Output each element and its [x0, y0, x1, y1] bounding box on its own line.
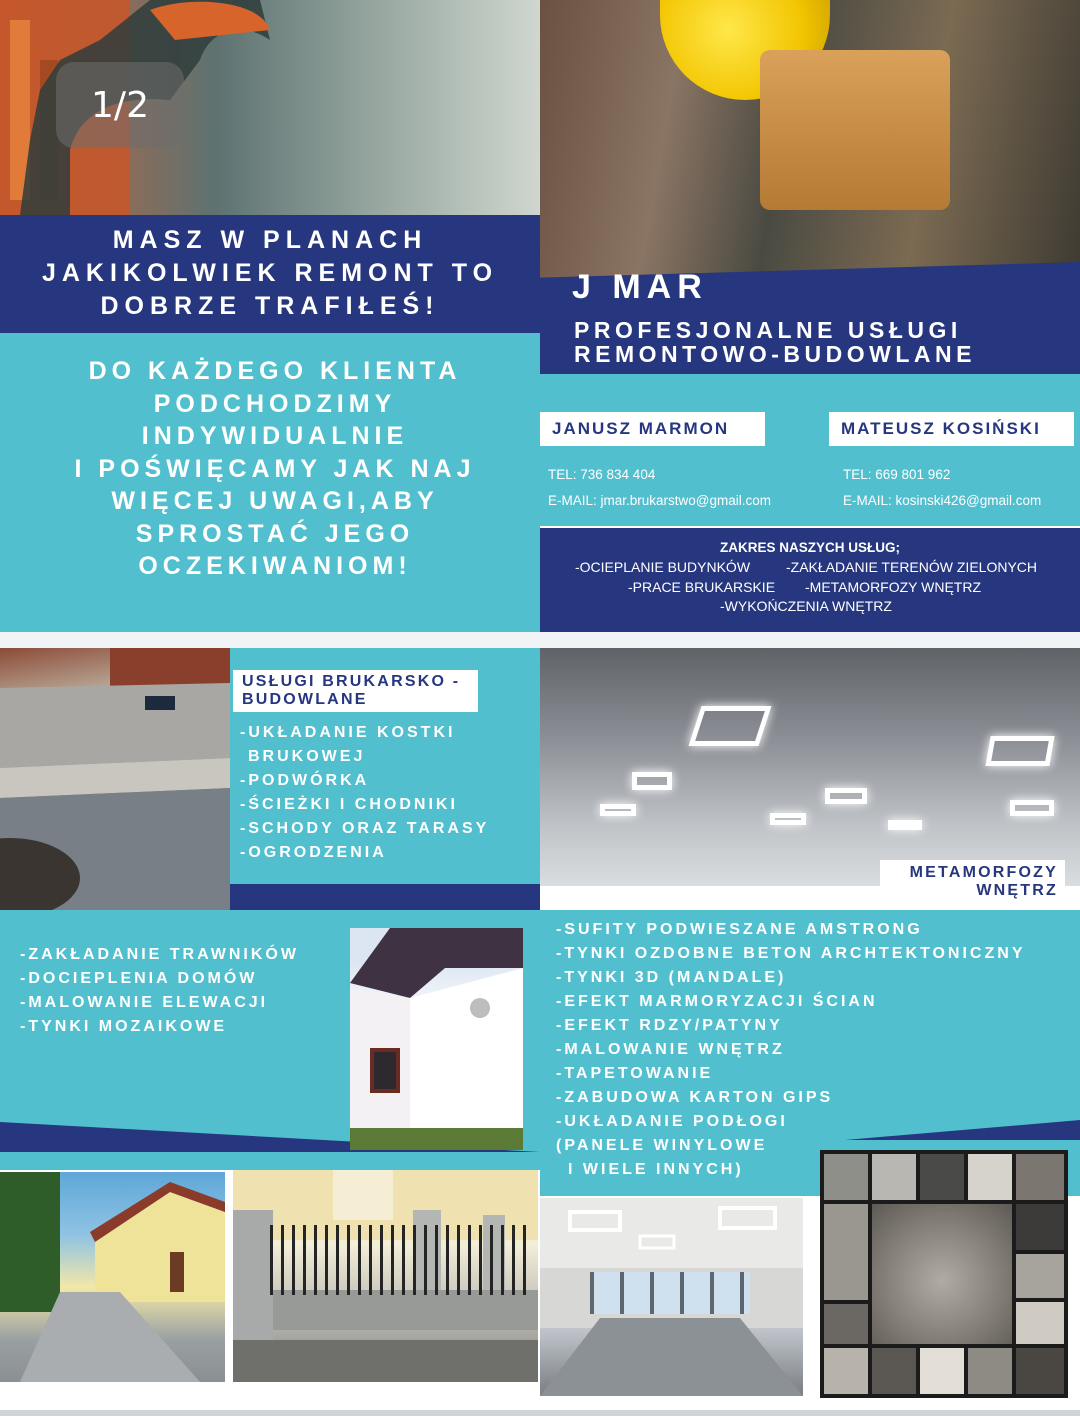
interiors-item: -ZABUDOWA KARTON GIPS [556, 1089, 834, 1106]
tool-belt-graphic [760, 50, 950, 210]
intro-line: DO KAŻDEGO KLIENTA [88, 357, 462, 385]
scope-item: -WYKOŃCZENIA WNĘTRZ [720, 598, 892, 614]
intro-text [40, 355, 510, 583]
ceiling-light [1010, 800, 1054, 816]
interiors-item: -EFEKT MARMORYZACJI ŚCIAN [556, 993, 878, 1010]
headline-line: DOBRZE TRAFIŁEŚ! [100, 292, 440, 320]
office-ceiling-photo [540, 648, 1080, 886]
scope-item: -PRACE BRUKARSKIE [628, 579, 776, 595]
collage-tile [920, 1154, 964, 1200]
interiors-item: -EFEKT RDZY/PATYNY [556, 1017, 783, 1034]
collage-tile [920, 1348, 964, 1394]
collage-tile [824, 1304, 868, 1344]
interiors-item: -MALOWANIE WNĘTRZ [556, 1041, 785, 1058]
ceiling-light [985, 736, 1054, 766]
decorative-plaster-collage [820, 1150, 1068, 1398]
intro-line: WIĘCEJ UWAGI,ABY [111, 487, 439, 515]
interiors-item: -UKŁADANIE PODŁOGI [556, 1113, 788, 1130]
collage-tile [824, 1204, 868, 1300]
fence-bars-graphic [270, 1225, 530, 1295]
paving-item: BRUKOWEJ [248, 748, 366, 765]
office-windows-graphic [590, 1272, 750, 1314]
exterior-item: -TYNKI MOZAIKOWE [20, 1018, 228, 1035]
services-title-line: REMONTOWO-BUDOWLANE [574, 341, 976, 367]
scope-item: -OCIEPLANIE BUDYNKÓW [575, 559, 751, 575]
collage-tile [968, 1154, 1012, 1200]
headline-line: MASZ W PLANACH [112, 226, 428, 254]
paving-item: -PODWÓRKA [240, 772, 370, 789]
intro-line: PODCHODZIMY [153, 389, 397, 418]
interiors-title [886, 864, 1058, 900]
collage-tile [1016, 1302, 1064, 1344]
paving-item: -SCHODY ORAZ TARASY [240, 820, 490, 837]
collage-tile [824, 1348, 868, 1394]
interiors-item: (PANELE WINYLOWE [556, 1137, 768, 1154]
paving-item: -ŚCIEŻKI I CHODNIKI [240, 796, 458, 813]
paving-item: -OGRODZENIA [240, 844, 387, 861]
paving-item: -UKŁADANIE KOSTKI [240, 724, 456, 741]
interiors-item: -TAPETOWANIE [556, 1065, 714, 1082]
services-title [574, 318, 1054, 366]
collage-tile [872, 1154, 916, 1200]
intro-line: I POŚWIĘCAMY JAK NAJ [74, 454, 476, 483]
headline [20, 224, 520, 323]
scope-title: ZAKRES NASZYCH USŁUG; [719, 540, 900, 555]
exterior-item: -DOCIEPLENIA DOMÓW [20, 970, 258, 987]
collage-tile [1016, 1204, 1064, 1250]
collage-tile [1016, 1348, 1064, 1394]
intro-line: INDYWIDUALNIE [141, 422, 409, 450]
driveway-graphic [0, 1172, 225, 1382]
house-graphic [350, 928, 523, 1150]
interiors-item: -SUFITY PODWIESZANE AMSTRONG [556, 921, 923, 938]
contact-name: MATEUSZ KOSIŃSKI [829, 412, 1074, 446]
brand-band-accent [540, 374, 1080, 396]
collage-tile [824, 1154, 868, 1200]
contact-email[interactable]: E-MAIL: jmar.brukarstwo@gmail.com [548, 493, 772, 508]
brand-name: J MAR [572, 268, 708, 306]
interiors-item: -TYNKI 3D (MANDALE) [556, 969, 787, 986]
white-house-photo [350, 928, 523, 1150]
intro-line: SPROSTAĆ JEGO [135, 519, 415, 548]
interiors-title-line: METAMORFOZY [909, 864, 1058, 881]
headline-line: JAKIKOLWIEK REMONT TO [41, 259, 499, 287]
exterior-item: -MALOWANIE ELEWACJI [20, 994, 269, 1011]
collage-tile [1016, 1154, 1064, 1200]
scope-item: -METAMORFOZY WNĘTRZ [805, 579, 982, 595]
scope-item: -ZAKŁADANIE TERENÓW ZIELONYCH [786, 559, 1038, 575]
paving-title: USŁUGI BRUKARSKO - BUDOWLANE [242, 673, 461, 708]
ceiling-light [825, 788, 867, 804]
collage-tile [968, 1348, 1012, 1394]
interiors-item: I WIELE INNYCH) [568, 1161, 744, 1178]
intro-line: OCZEKIWANIOM! [138, 552, 412, 580]
services-title-line: PROFESJONALNE USŁUGI [574, 317, 962, 343]
exterior-item: -ZAKŁADANIE TRAWNIKÓW [20, 946, 299, 963]
collage-tile [872, 1348, 916, 1394]
contact-phone[interactable]: TEL: 736 834 404 [548, 467, 656, 482]
ceiling-light [888, 820, 922, 830]
ceiling-light [770, 813, 806, 825]
interiors-title-line: WNĘTRZ [976, 882, 1058, 899]
ceiling-light [632, 772, 672, 790]
bottom-edge [0, 1410, 1080, 1416]
paving-graphic [0, 648, 230, 910]
contact-phone[interactable]: TEL: 669 801 962 [843, 467, 951, 482]
page-indicator-badge: 1/2 [56, 62, 184, 148]
interiors-item: -TYNKI OZDOBNE BETON ARCHTEKTONICZNY [556, 945, 1026, 962]
yellow-house-driveway-photo [0, 1172, 225, 1382]
ceiling-light [689, 706, 772, 746]
ceiling-light [600, 804, 636, 816]
paved-steps-photo [0, 648, 230, 910]
section-divider [0, 632, 1080, 648]
contact-email[interactable]: E-MAIL: kosinski426@gmail.com [843, 493, 1042, 508]
collage-tile [872, 1204, 1012, 1344]
contact-name: JANUSZ MARMON [540, 412, 765, 446]
collage-tile [1016, 1254, 1064, 1298]
paving-panel-footer [230, 884, 540, 910]
